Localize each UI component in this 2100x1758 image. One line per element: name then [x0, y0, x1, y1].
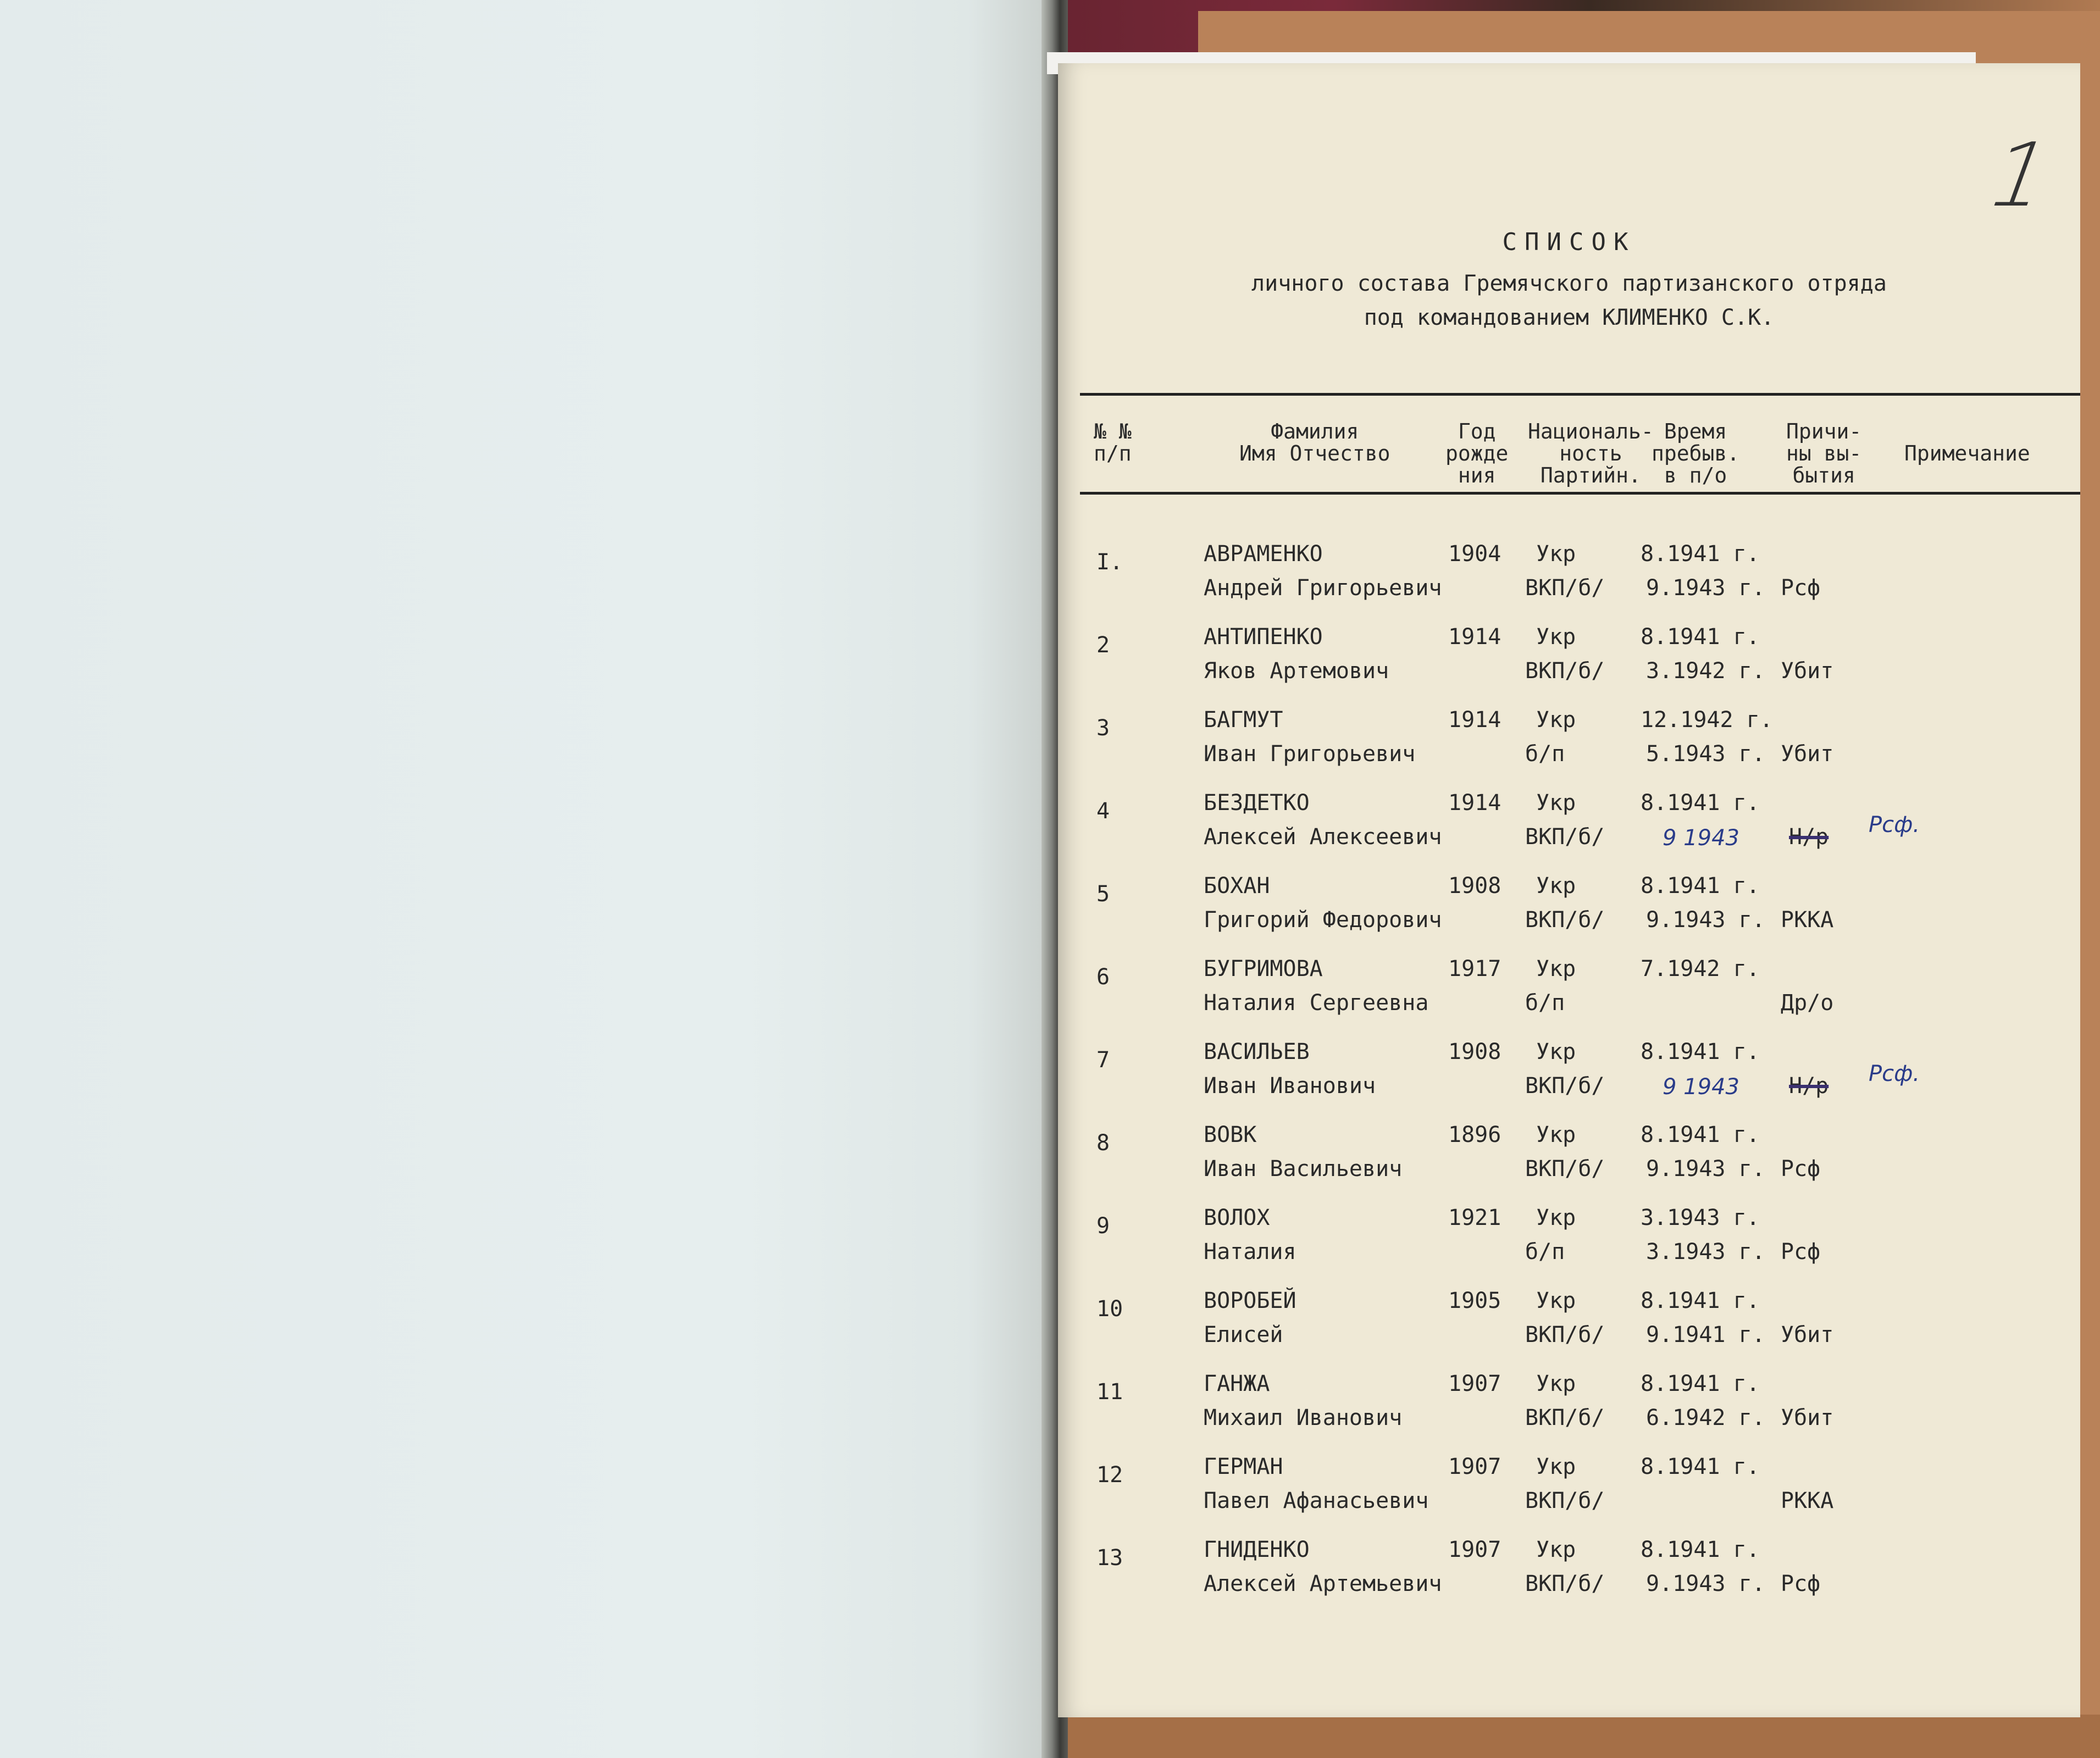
- handwritten-end-date: 9 1943: [1663, 825, 1739, 851]
- row-reason: Убит: [1781, 741, 1834, 767]
- row-party: ВКП/б/: [1525, 1073, 1605, 1099]
- row-nationality: Укр: [1536, 1122, 1576, 1147]
- row-reason: РККА: [1781, 907, 1834, 933]
- row-name: Алексей Алексеевич: [1204, 824, 1442, 850]
- row-party: ВКП/б/: [1525, 658, 1605, 684]
- row-party: б/п: [1525, 1239, 1565, 1265]
- row-birth-year: 1908: [1448, 873, 1501, 899]
- row-reason: Рсф: [1781, 1156, 1821, 1182]
- handwritten-reason: Рсф.: [1869, 1061, 1920, 1086]
- row-nationality: Укр: [1536, 873, 1576, 899]
- row-reason: Рсф: [1781, 575, 1821, 601]
- row-number: 9: [1096, 1213, 1110, 1239]
- row-birth-year: 1914: [1448, 707, 1501, 733]
- row-nationality: Укр: [1536, 956, 1576, 981]
- row-number: 10: [1096, 1296, 1123, 1322]
- row-reason: Убит: [1781, 1405, 1834, 1430]
- row-surname: БОХАН: [1204, 873, 1270, 899]
- row-party: ВКП/б/: [1525, 1322, 1605, 1347]
- row-party: ВКП/б/: [1525, 824, 1605, 850]
- row-surname: АВРАМЕНКО: [1204, 541, 1323, 567]
- row-number: 6: [1096, 964, 1110, 990]
- row-surname: ВОЛОХ: [1204, 1205, 1270, 1230]
- row-party: б/п: [1525, 990, 1565, 1016]
- row-start-date: 8.1941 г.: [1641, 1122, 1760, 1147]
- row-number: 8: [1096, 1130, 1110, 1156]
- row-start-date: 8.1941 г.: [1641, 541, 1760, 567]
- row-number: 7: [1096, 1047, 1110, 1073]
- row-start-date: 7.1942 г.: [1641, 956, 1760, 981]
- row-nationality: Укр: [1536, 1537, 1576, 1562]
- row-number: 5: [1096, 881, 1110, 907]
- row-birth-year: 1907: [1448, 1454, 1501, 1479]
- background-bottom: [1017, 1715, 2100, 1758]
- row-party: ВКП/б/: [1525, 1488, 1605, 1513]
- row-number: 13: [1096, 1545, 1123, 1571]
- row-party: ВКП/б/: [1525, 907, 1605, 933]
- row-start-date: 8.1941 г.: [1641, 1537, 1760, 1562]
- row-surname: ГЕРМАН: [1204, 1454, 1283, 1479]
- row-birth-year: 1914: [1448, 790, 1501, 816]
- row-reason: Др/о: [1781, 990, 1834, 1016]
- row-party: ВКП/б/: [1525, 1571, 1605, 1596]
- row-nationality: Укр: [1536, 1288, 1576, 1313]
- row-surname: ВОРОБЕЙ: [1204, 1288, 1296, 1313]
- document-subtitle: личного состава Гремячского партизанского отряда под командованием КЛИМЕНКО С.К.: [1251, 271, 1887, 330]
- handwritten-reason: Рсф.: [1869, 812, 1920, 838]
- row-start-date: 8.1941 г.: [1641, 624, 1760, 650]
- row-surname: БАГМУТ: [1204, 707, 1283, 733]
- document-page: [1058, 63, 2080, 1717]
- row-number: I.: [1096, 550, 1123, 575]
- header-nationality: Националь- ность Партийн.: [1528, 419, 1654, 487]
- row-end-date: 3.1942 г.: [1646, 658, 1765, 684]
- header-number: № № п/п: [1094, 419, 1132, 465]
- row-reason: Рсф: [1781, 1571, 1821, 1596]
- row-surname: АНТИПЕНКО: [1204, 624, 1323, 650]
- row-birth-year: 1896: [1448, 1122, 1501, 1147]
- handwritten-end-date: 9 1943: [1663, 1074, 1739, 1100]
- row-number: 2: [1096, 633, 1110, 658]
- table-header-rule: [1080, 492, 2080, 495]
- row-party: ВКП/б/: [1525, 1405, 1605, 1430]
- row-name: Алексей Артемьевич: [1204, 1571, 1442, 1596]
- document-title: СПИСОК: [1502, 228, 1636, 256]
- header-year: Год рожде ния: [1445, 419, 1509, 487]
- row-nationality: Укр: [1536, 1371, 1576, 1396]
- row-start-date: 8.1941 г.: [1641, 873, 1760, 899]
- row-name: Наталия: [1204, 1239, 1296, 1265]
- row-end-date: 6.1942 г.: [1646, 1405, 1765, 1430]
- row-surname: БУГРИМОВА: [1204, 956, 1323, 981]
- row-nationality: Укр: [1536, 1454, 1576, 1479]
- row-surname: ВОВК: [1204, 1122, 1257, 1147]
- row-start-date: 8.1941 г.: [1641, 790, 1760, 816]
- row-name: Наталия Сергеевна: [1204, 990, 1429, 1016]
- row-start-date: 3.1943 г.: [1641, 1205, 1760, 1230]
- row-end-date: 9.1943 г.: [1646, 907, 1765, 933]
- struck-out-reason: Н/р: [1789, 1073, 1829, 1099]
- row-name: Иван Иванович: [1204, 1073, 1376, 1099]
- row-end-date: 9.1943 г.: [1646, 1156, 1765, 1182]
- row-start-date: 8.1941 г.: [1641, 1039, 1760, 1064]
- row-number: 11: [1096, 1379, 1123, 1405]
- row-name: Павел Афанасьевич: [1204, 1488, 1429, 1513]
- table-top-rule: [1080, 393, 2080, 396]
- row-nationality: Укр: [1536, 790, 1576, 816]
- row-end-date: 9.1943 г.: [1646, 575, 1765, 601]
- row-nationality: Укр: [1536, 707, 1576, 733]
- row-reason: Убит: [1781, 658, 1834, 684]
- row-number: 4: [1096, 798, 1110, 824]
- row-name: Иван Васильевич: [1204, 1156, 1403, 1182]
- row-party: ВКП/б/: [1525, 1156, 1605, 1182]
- row-party: б/п: [1525, 741, 1565, 767]
- row-surname: БЕЗДЕТКО: [1204, 790, 1310, 816]
- row-surname: ГАНЖА: [1204, 1371, 1270, 1396]
- row-reason: Убит: [1781, 1322, 1834, 1347]
- row-surname: ВАСИЛЬЕВ: [1204, 1039, 1310, 1064]
- row-name: Яков Артемович: [1204, 658, 1389, 684]
- row-name: Григорий Федорович: [1204, 907, 1442, 933]
- document-body: [1058, 63, 2080, 1717]
- row-name: Андрей Григорьевич: [1204, 575, 1442, 601]
- row-end-date: 9.1943 г.: [1646, 1571, 1765, 1596]
- header-time: Время пребыв. в п/о: [1652, 419, 1740, 487]
- struck-out-reason: Н/р: [1789, 824, 1829, 850]
- row-nationality: Укр: [1536, 541, 1576, 567]
- row-party: ВКП/б/: [1525, 575, 1605, 601]
- row-nationality: Укр: [1536, 624, 1576, 650]
- row-name: Иван Григорьевич: [1204, 741, 1416, 767]
- row-end-date: 5.1943 г.: [1646, 741, 1765, 767]
- row-surname: ГНИДЕНКО: [1204, 1537, 1310, 1562]
- row-name: Михаил Иванович: [1204, 1405, 1403, 1430]
- row-birth-year: 1907: [1448, 1537, 1501, 1562]
- header-name: Фамилия Имя Отчество: [1239, 419, 1390, 465]
- row-number: 12: [1096, 1462, 1123, 1488]
- row-reason: РККА: [1781, 1488, 1834, 1513]
- header-note: Примечание: [1904, 441, 2030, 465]
- row-birth-year: 1904: [1448, 541, 1501, 567]
- row-birth-year: 1921: [1448, 1205, 1501, 1230]
- row-start-date: 12.1942 г.: [1641, 707, 1773, 733]
- row-birth-year: 1908: [1448, 1039, 1501, 1064]
- row-end-date: 3.1943 г.: [1646, 1239, 1765, 1265]
- row-nationality: Укр: [1536, 1039, 1576, 1064]
- row-number: 3: [1096, 716, 1110, 741]
- row-end-date: 9.1941 г.: [1646, 1322, 1765, 1347]
- row-nationality: Укр: [1536, 1205, 1576, 1230]
- row-start-date: 8.1941 г.: [1641, 1288, 1760, 1313]
- row-reason: Рсф: [1781, 1239, 1821, 1265]
- row-birth-year: 1907: [1448, 1371, 1501, 1396]
- row-name: Елисей: [1204, 1322, 1283, 1347]
- row-start-date: 8.1941 г.: [1641, 1371, 1760, 1396]
- row-birth-year: 1914: [1448, 624, 1501, 650]
- header-reason: Причи- ны вы- бытия: [1786, 419, 1862, 487]
- page-number: 1: [1973, 124, 2067, 226]
- row-birth-year: 1905: [1448, 1288, 1501, 1313]
- row-birth-year: 1917: [1448, 956, 1501, 981]
- row-start-date: 8.1941 г.: [1641, 1454, 1760, 1479]
